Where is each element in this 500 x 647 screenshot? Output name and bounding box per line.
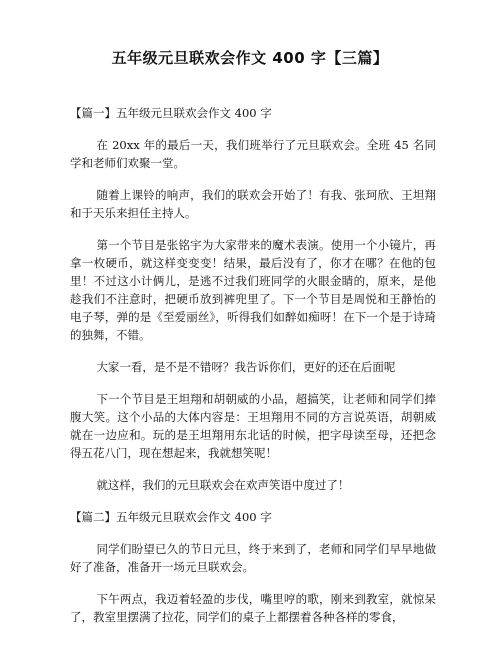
paragraph: 随着上课铃的响声，我们的联欢会开始了！有我、张珂欣、王坦翔和于天乐来担任主持人。 bbox=[70, 188, 436, 220]
paragraph: 同学们盼望已久的节日元旦，终于来到了，老师和同学们早早地做好了准备，准备开一场元旦联欢会。 bbox=[70, 542, 436, 574]
section-heading: 【篇二】五年级元旦联欢会作文 400 字 bbox=[70, 510, 272, 524]
section-2 bbox=[70, 508, 436, 626]
paragraph: 在 20xx 年的最后一天，我们班举行了元旦联欢会。全班 45 名同学和老师们欢聚一堂。 bbox=[70, 138, 436, 170]
document-title: 五年级元旦联欢会作文 400 字【三篇】 bbox=[111, 49, 389, 67]
section-heading: 【篇一】五年级元旦联欢会作文 400 字 bbox=[70, 106, 272, 120]
section-1 bbox=[70, 104, 436, 494]
paragraph: 第一个节目是张铭宇为大家带来的魔术表演。使用一个小镜片，再拿一枚硬币，就这样变变变！结果，最后没有了，你才在哪？在他的包里！不过这小计俩儿，是逃不过我们班同学的火眼金睛的，原来，是他趁我们不注意时，把硬币放到裤兜里了。下一个节目是周悦和王静怡的电子琴，弹的是《至爱丽丝》，听得我们如醉如痴呀！在下一个是于诗琦的独舞，不错。 bbox=[70, 238, 436, 342]
document-body bbox=[70, 104, 436, 640]
paragraph: 大家一看，是不是不错呀？我告诉你们，更好的还在后面呢 bbox=[96, 360, 396, 374]
paragraph: 下午两点，我迈着轻盈的步伐，嘴里哼的歌，刚来到教室，就惊呆了，教室里摆满了拉花，同学们的桌子上都摆着各种各样的零食， bbox=[70, 592, 436, 624]
paragraph: 就这样，我们的元旦联欢会在欢声笑语中度过了！ bbox=[96, 478, 350, 492]
paragraph: 下一个节目是王坦翔和胡朝威的小品，超搞笑，让老师和同学们捧腹大笑。这个小品的大体内容是：王坦翔用不同的方言说英语，胡朝威就在一边应和。玩的是王坦翔用东北话的时候，把字母读至母，还把念得五花八门，现在想起来，我就想笑呢！ bbox=[70, 392, 436, 460]
